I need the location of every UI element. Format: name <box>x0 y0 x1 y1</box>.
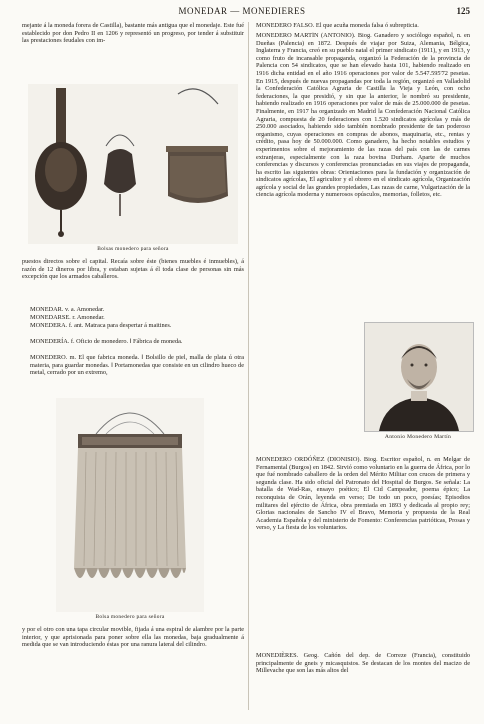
entry-monedera: MONEDERA. f. ant. Matraca para despertar á maitines. <box>30 322 172 329</box>
entry-monederia: MONEDERÍA. f. Oficio de monedero. ‖ Fábrica de moneda. <box>30 338 183 345</box>
figure1-caption: Bolsas monedero para señora <box>97 246 169 252</box>
left-bottom-paragraph: y por el otro con una tapa circular movible, fijada á una espiral de alambre por la parte interior, y que aprisionada para poner sobre ella las monedas, baja gradualmente á medida que se van introduciendo éstas por una ranura lateral del cilindro. <box>22 626 244 649</box>
portrait-figure <box>364 322 474 432</box>
entry-monedarse: MONEDARSE. r. Amonedar. <box>30 314 105 321</box>
mesh-purse-figure <box>56 398 204 612</box>
entry-monedero: MONEDERO. m. El que fabrica moneda. ‖ Bolsillo de piel, malla de plata ú otra materia, para guardar monedas. ‖ Portamonedas que consiste en un cilindro hueco de metal, cerrado por un extremo, <box>30 354 244 377</box>
entry-monedero-ordonez: MONEDERO ORDÓÑEZ (DIONISIO). Biog. Escritor español, n. en Melgar de Fernamental (Burgos) en 1842. Sirvió como voluntario en la guerra de África, por lo que fué nombrado caballero de la orden del Mérito Militar con cruces de primera y segunda clase. Ha sido oficial del Patronato del Hospital de Burgos. Se señala: La batalla de Wad-Ras, ensayo poético; El Cid Campeador, poema épico; La reconquista de Orán, leyenda en verso; De todo un poco, poesías; Episodios militares del ejército de África, obra premiada en 1893 y dedicada al propio rey; Glorias nacionales de Sancho IV el Bravo, Memoria y propuesta de la Real Academia Española y del ministerio de Fomento: Conferencias patrióticas, Prosas y verso, y La fiesta de los voluntarios. <box>256 456 470 532</box>
entry-monedero-martin-part1: MONEDERO MARTÍN (ANTONIO). Biog. Ganadero y sociólogo español, n. en Dueñas (Palencia) en 1872. Después de viajar por Suiza, Alemania, Bélgica, Inglaterra y Francia, creó en su pueblo natal el primer sindicato (1911), y en 1913, y como fruto de incansable propaganda, organizó la Federación de la provincia de Palencia con 54 sindicatos, que se han elevado hasta 101, habiendo realizado en 1916 dicha entidad en el año 1916 operaciones por valor de 5.547.595'72 pesetas. En 1915, después de nuevas propagandas por toda la región, organizó en Valladolid la Confederación Católica Agraria de Castilla la Vieja y León, con ocho federaciones, la que presidió, y sin que la anterior, le nombró su presidente, habiendo realizado en 1916 operaciones por valor de más de 25.000.000 de pesetas. Finalmente, en 1917 ha organizado en Madrid la Confederación Nacional Católica Agraria, compuesta de 20 federaciones con 1.520 sindicatos agrícolas y más de 250.000 asociados, habiendo sido también nombrado presidente de tan poderoso organismo, cuyas operaciones en compras de abonos, maquinaria, etc., rentas y crédito, pasa hoy de 50.000.000. Como ganadero, ha hecho notables estudios y experimentos sobre el mejoramiento de las razas del país con las de carnes extranjeras, especialmente con la raza bovina Durham. Aparte de muchos conferencias y discursos y conferencias pronunciadas en sus viajes de propaganda, ha escrito las siguientes obras: Orientaciones para la fundación y organización de sindicatos agrícolas, El agricultor y el obrero en el sindicato agrícola, Organización agrícola y social de las grandes propiedades, Las razas de carne, Vulgarización de la ciencia agrícola moderna y numerosos opúsculos, memorias, folletos, etc. <box>256 32 470 199</box>
portrait-caption: Antonio Monedero Martín <box>384 434 452 440</box>
figure2-caption: Bolsa monedero para señora <box>95 614 165 620</box>
running-head: MONEDAR — MONEDIERES <box>178 6 306 16</box>
page-number: 125 <box>456 6 470 16</box>
column-divider <box>248 22 249 710</box>
left-top-paragraph: mejante á la moneda forera de Castilla), bastante más antigua que el monedaje. Este fué establecido por don Pedro II en 1206 y representó un progreso, por tender á substituir las prestaciones feudales con im- <box>22 22 244 45</box>
purses-figure <box>28 84 238 244</box>
entry-monedar: MONEDAR. v. a. Amonedar. <box>30 306 105 313</box>
entry-monedieres: MONEDIÈRES. Geog. Cañón del dep. de Correze (Francia), constituido principalmente de gneis y micasquistos. Se destacan de los montes del macizo de Millevache que son las más altos del <box>256 652 470 675</box>
left-mid-paragraph: puestos directos sobre el capital. Recaía sobre éste (bienes muebles é inmuebles), á razón de 12 dineros por libra, y estaban sujetas á él toda clase de personas sin más excepción que los armados caballeros. <box>22 258 244 281</box>
entry-monedero-falso: MONEDERO FALSO. El que acuña moneda falsa ó subrepticia. <box>256 22 419 29</box>
